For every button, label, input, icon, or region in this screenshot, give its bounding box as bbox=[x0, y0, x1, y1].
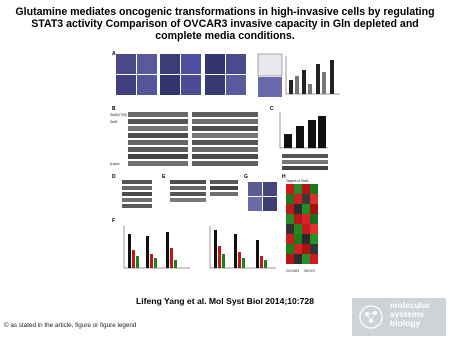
panel-b-blots bbox=[110, 112, 258, 166]
logo-line-1: molecular bbox=[390, 300, 431, 310]
copyright-footer: © as stated in the article, figure or figure legend bbox=[4, 322, 137, 329]
blot-label-stat3-p: Stat3(Y705) bbox=[110, 113, 128, 117]
heatmap-col-label-ovcar3: OVCAR3 bbox=[286, 269, 300, 273]
panel-h-heatmap bbox=[286, 179, 318, 264]
figure-panel bbox=[110, 50, 342, 292]
slide-title: Glutamine mediates oncogenic transformations in high-invasive cells by regulating STAT3 activity Comparison of OVCAR3 invasive capacity in Gln depleted and complete media conditions. bbox=[15, 6, 435, 43]
logo-line-3: biology bbox=[390, 318, 421, 328]
logo-wordmark bbox=[390, 301, 430, 328]
panel-a-micrographs bbox=[116, 54, 282, 97]
journal-logo bbox=[352, 298, 446, 336]
panel-letter-g: G bbox=[244, 174, 248, 180]
panel-c-chart bbox=[280, 112, 328, 170]
panel-f-bar-chart bbox=[124, 226, 190, 268]
panel-g-micrographs bbox=[248, 182, 277, 211]
blot-label-actin: β-actin bbox=[110, 162, 120, 166]
citation: Lifeng Yang et al. Mol Syst Biol 2014;10:728 bbox=[136, 296, 314, 306]
panel-letter-d: D bbox=[112, 174, 116, 180]
logo-network-icon bbox=[358, 304, 384, 330]
heatmap-title: Targets of Stat3 bbox=[286, 179, 309, 183]
panel-f2-bar-chart bbox=[210, 226, 276, 268]
panel-letter-b: B bbox=[112, 106, 116, 112]
panel-letter-h: H bbox=[282, 174, 286, 180]
figure-graphic bbox=[110, 50, 342, 292]
blot-label-stat3: Stat3 bbox=[110, 120, 118, 124]
panel-d-blots bbox=[122, 180, 152, 208]
panel-letter-f: F bbox=[112, 218, 116, 224]
panel-letter-a: A bbox=[112, 51, 116, 57]
panel-letter-e: E bbox=[162, 174, 166, 180]
logo-line-2: systems bbox=[390, 309, 425, 319]
heatmap-col-label-skov3: SKOV3 bbox=[304, 269, 315, 273]
panel-a-bar-chart bbox=[286, 56, 340, 94]
panel-e-blots bbox=[170, 180, 238, 202]
panel-letter-c: C bbox=[270, 106, 274, 112]
